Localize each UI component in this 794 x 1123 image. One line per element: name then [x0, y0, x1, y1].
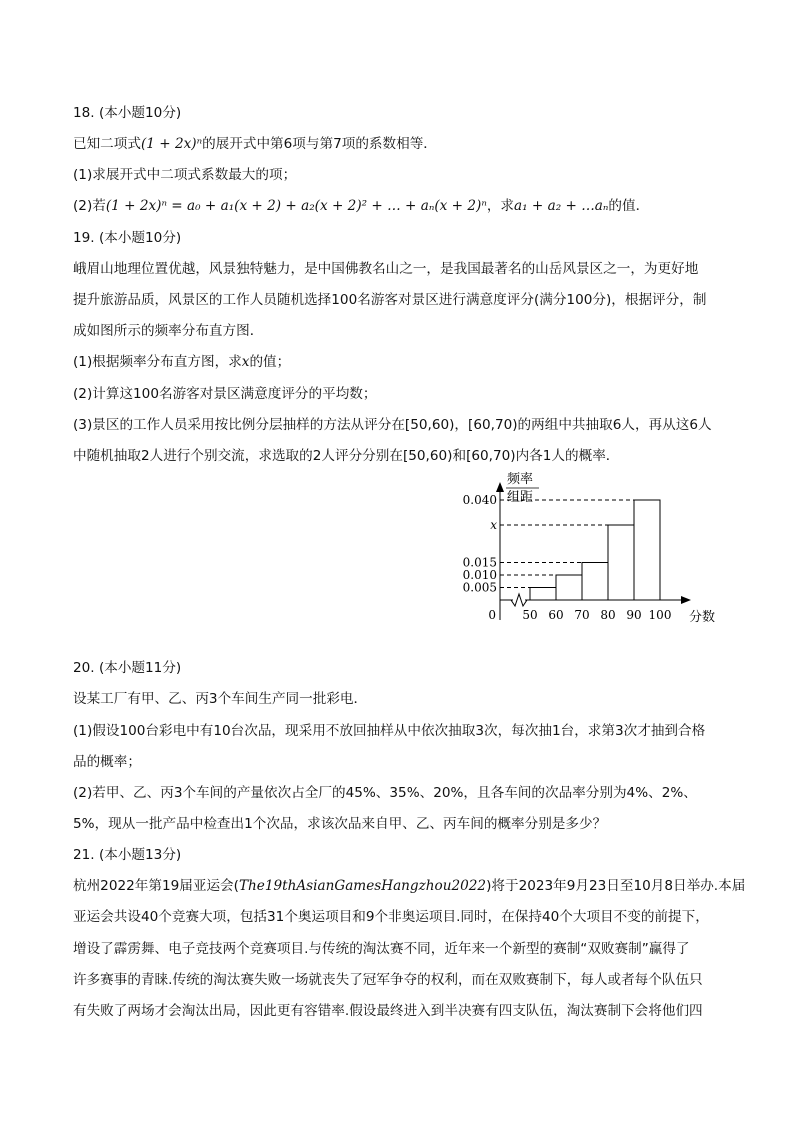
q19-part1-var: x	[241, 354, 250, 370]
histogram-bar	[582, 563, 608, 601]
q20-part1-line-1: (1)假设100台彩电中有10台次品，现采用不放回抽样从中依次抽取3次，每次抽1台，求第3次才抽到合格	[73, 723, 706, 739]
q18-stem-expr: (1 + 2x)ⁿ	[140, 136, 203, 152]
x-axis-label: 分数	[689, 610, 716, 625]
q20-stem: 设某工厂有甲、乙、丙3个车间生产同一批彩电．	[73, 691, 368, 707]
q21-line-4: 许多赛事的青睐.传统的淘汰赛失败一场就丧失了冠军争夺的权利，而在双败赛制下，每人或者每个队伍只	[73, 972, 703, 988]
q18-part2-expr2: a₁ + a₂ + …aₙ	[514, 198, 609, 214]
axis-break	[511, 594, 527, 606]
q19-stem-line-3: 成如图所示的频率分布直方图．	[73, 323, 264, 339]
x-tick-label: 50	[522, 608, 538, 622]
q19-part1: (1)根据频率分布直方图，求x的值；	[73, 354, 291, 370]
histogram-bar	[556, 575, 582, 600]
q19-stem-line-2: 提升旅游品质，风景区的工作人员随机选择100名游客对景区进行满意度评分(满分100分)，根据评分，制	[73, 292, 707, 308]
q19-part3-line-2: 中随机抽取2人进行个别交流，求选取的2人评分分别在[50,60)和[60,70)内各1人的概率．	[73, 448, 620, 464]
q21-heading: 21. (本小题13分)	[73, 847, 182, 863]
q20-part2-line-1: (2)若甲、乙、丙3个车间的产量依次占全厂的45%、35%、20%，且各车间的次品率分别为4%、2%、	[73, 785, 697, 801]
q19-stem-line-1: 峨眉山地理位置优越，风景独特魅力，是中国佛教名山之一，是我国最著名的山岳风景区之一，为更好地	[73, 261, 699, 277]
q19-part2: (2)计算这100名游客对景区满意度评分的平均数；	[73, 386, 377, 402]
x-tick-label: 70	[574, 608, 590, 622]
q20-part2-line-2: 5%，现从一批产品中检查出1个次品，求该次品来自甲、乙、丙车间的概率分别是多少？	[73, 816, 607, 832]
q21-line-3: 增设了霹雳舞、电子竞技两个竞赛项目.与传统的淘汰赛不同，近年来一个新型的赛制“双败赛制”赢得了	[73, 941, 690, 957]
y-axis-arrow	[496, 482, 504, 492]
y-tick-label: 0.005	[462, 580, 497, 595]
frequency-histogram	[455, 470, 755, 630]
y-label-top: 频率	[507, 472, 534, 487]
y-tick-label: x	[490, 518, 497, 532]
histogram-bar	[634, 500, 660, 600]
histogram-bar	[608, 525, 634, 600]
x-tick-label: 60	[548, 608, 564, 622]
q21-line-2: 亚运会共设40个竞赛大项，包括31个奥运项目和9个非奥运项目.同时，在保持40个大项目不变的前提下，	[73, 909, 709, 925]
y-tick-label: 0.040	[462, 493, 497, 507]
y-label-bottom: 组距	[507, 490, 534, 505]
histogram-bar	[530, 588, 556, 601]
q18-heading: 18. (本小题10分)	[73, 105, 182, 121]
x-tick-label: 90	[626, 608, 642, 622]
x-axis-arrow	[681, 596, 691, 604]
q19-part3-line-1: (3)景区的工作人员采用按比例分层抽样的方法从评分在[50,60)，[60,70)的两组中共抽取6人，再从这6人	[73, 417, 712, 433]
y-tick-label: 0.015	[462, 555, 497, 570]
y-tick-label: 0.010	[462, 568, 497, 582]
q18-stem: 已知二项式(1 + 2x)ⁿ的展开式中第6项与第7项的系数相等．	[73, 136, 437, 152]
q18-part1: (1)求展开式中二项式系数最大的项；	[73, 167, 297, 183]
q21-line-5: 有失败了两场才会淘汰出局，因此更有容错率.假设最终进入到半决赛有四支队伍，淘汰赛制下会将他们四	[73, 1003, 703, 1019]
q20-part1-line-2: 品的概率；	[73, 754, 141, 770]
q21-event-name: The19thAsianGamesHangzhou2022	[238, 878, 487, 894]
q20-heading: 20. (本小题11分)	[73, 660, 182, 676]
q21-line-1: 杭州2022年第19届亚运会(The19thAsianGamesHangzhou2022)将于2023年9月23日至10月8日举办.本届	[73, 878, 746, 894]
origin-label: 0	[488, 608, 496, 622]
x-tick-label: 100	[648, 608, 672, 622]
x-tick-label: 80	[600, 608, 616, 622]
q19-heading: 19. (本小题10分)	[73, 230, 182, 246]
q18-part2-expr: (1 + 2x)ⁿ = a₀ + a₁(x + 2) + a₂(x + 2)² + … + aₙ(x + 2)ⁿ	[105, 198, 487, 214]
q18-part2: (2)若(1 + 2x)ⁿ = a₀ + a₁(x + 2) + a₂(x + 2)² + … + aₙ(x + 2)ⁿ，求a₁ + a₂ + …aₙ的值．	[73, 198, 650, 214]
